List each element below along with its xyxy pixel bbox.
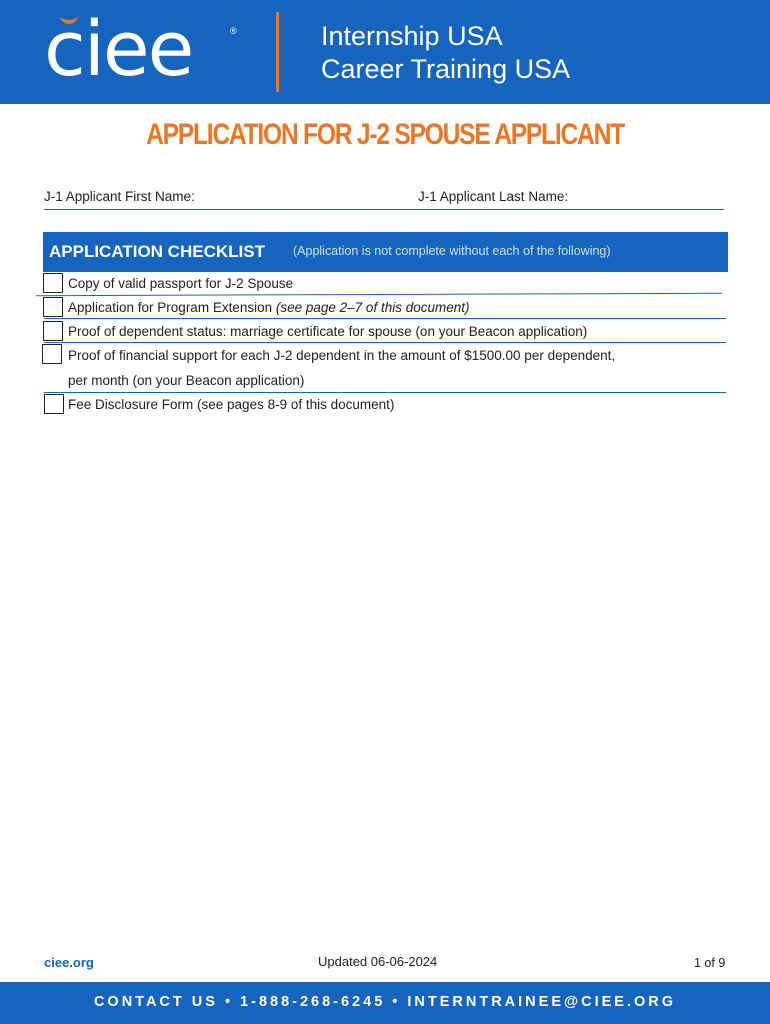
checklist-item-financial-support-cont: per month (on your Beacon application) bbox=[68, 373, 305, 388]
header-divider bbox=[276, 12, 279, 92]
checklist-item-passport: Copy of valid passport for J-2 Spouse bbox=[68, 276, 294, 291]
updated-date: Updated 06-06-2024 bbox=[318, 954, 438, 969]
item-text: Application for Program Extension bbox=[68, 300, 276, 315]
checkbox-passport[interactable] bbox=[43, 273, 63, 293]
ciee-logo bbox=[44, 4, 244, 94]
program-name-career-training: Career Training USA bbox=[321, 54, 571, 84]
header-banner bbox=[0, 0, 770, 104]
contact-info: CONTACT US • 1-888-268-6245 • INTERNTRAINEE@CIEE.ORG bbox=[93, 994, 677, 1010]
logo-wordmark: ciee bbox=[44, 4, 193, 93]
checklist-item-program-extension bbox=[68, 300, 469, 315]
checkbox-program-extension[interactable] bbox=[43, 297, 63, 317]
item-divider bbox=[44, 318, 726, 319]
ciee-website-link[interactable]: ciee.org bbox=[44, 955, 94, 970]
checklist-note: (Application is not complete without each of the following) bbox=[293, 244, 611, 258]
page-number: 1 of 9 bbox=[694, 956, 726, 970]
checklist-header bbox=[43, 232, 728, 272]
program-name-internship: Internship USA bbox=[321, 21, 503, 51]
registered-mark: ® bbox=[230, 26, 237, 36]
item-page-reference: (see page 2–7 of this document) bbox=[275, 300, 470, 315]
checkbox-fee-disclosure[interactable] bbox=[44, 394, 64, 414]
item-divider bbox=[44, 392, 726, 393]
checkbox-financial-support[interactable] bbox=[42, 344, 62, 364]
checklist-item-fee-disclosure: Fee Disclosure Form (see pages 8-9 of this document) bbox=[68, 397, 395, 412]
contact-banner bbox=[0, 982, 770, 1024]
checklist-item-dependent-status: Proof of dependent status: marriage certificate for spouse (on your Beacon application) bbox=[68, 324, 588, 339]
name-field-underline[interactable] bbox=[44, 209, 724, 210]
checklist-title: APPLICATION CHECKLIST bbox=[49, 242, 265, 261]
checklist-item-financial-support: Proof of financial support for each J-2 dependent in the amount of $1500.00 per dependent, bbox=[68, 348, 616, 363]
first-name-label: J-1 Applicant First Name: bbox=[44, 189, 195, 204]
checkbox-dependent-status[interactable] bbox=[43, 321, 63, 341]
last-name-label: J-1 Applicant Last Name: bbox=[418, 189, 569, 204]
item-divider bbox=[44, 342, 726, 343]
document-title: APPLICATION FOR J-2 SPOUSE APPLICANT bbox=[146, 118, 624, 151]
item-divider bbox=[36, 293, 722, 296]
